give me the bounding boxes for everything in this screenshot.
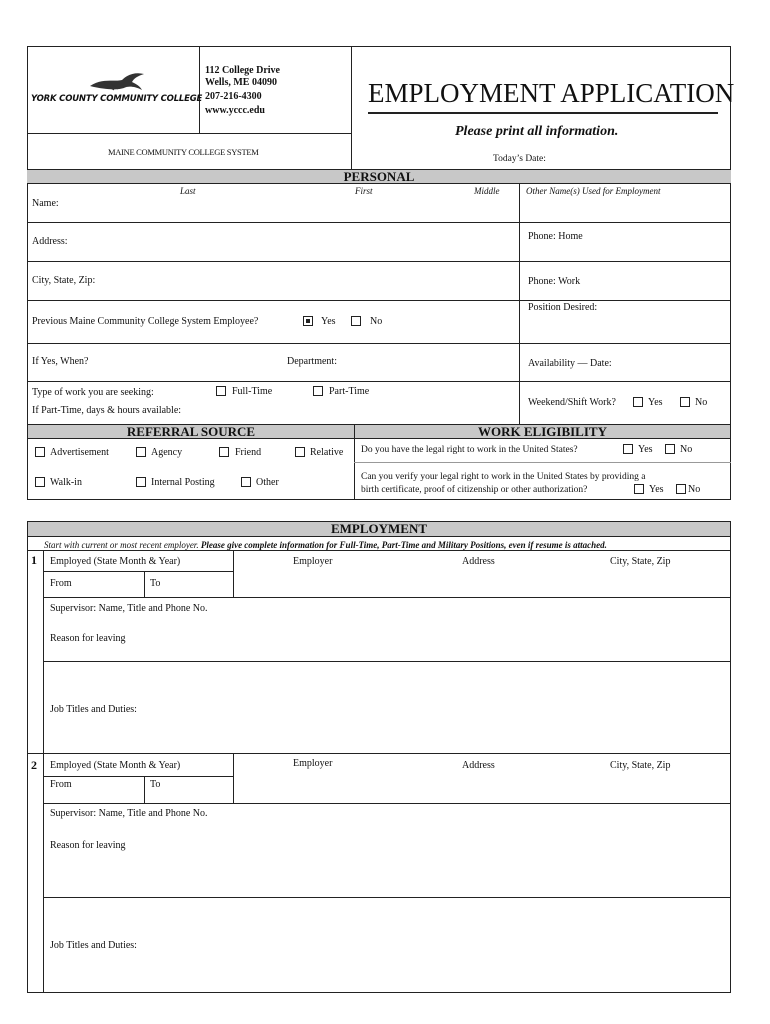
employment-heading: EMPLOYMENT xyxy=(27,521,731,537)
full-time-label: Full-Time xyxy=(232,386,273,397)
prev-employee-no-checkbox[interactable] xyxy=(351,316,361,326)
part-time-hours-label: If Part-Time, days & hours available: xyxy=(32,405,182,416)
referral-agency-checkbox[interactable] xyxy=(136,447,146,457)
prev-employee-label: Previous Maine Community College System Employee? xyxy=(32,316,259,327)
middle-label: Middle xyxy=(474,186,500,196)
header-box xyxy=(27,46,731,183)
employer-label: Employer xyxy=(293,758,333,769)
eligibility-q2-yes-label: Yes xyxy=(649,484,664,495)
part-time-label: Part-Time xyxy=(329,386,370,397)
reason-label: Reason for leaving xyxy=(50,633,126,644)
header-divider xyxy=(351,46,352,170)
name-label: Name: xyxy=(32,198,59,209)
phone-home-label: Phone: Home xyxy=(528,231,583,242)
if-yes-when-label: If Yes, When? xyxy=(32,356,89,367)
city-label: City, State, Zip: xyxy=(32,275,96,286)
referral-friend-checkbox[interactable] xyxy=(219,447,229,457)
other-names-label: Other Name(s) Used for Employment xyxy=(526,186,661,196)
full-time-checkbox[interactable] xyxy=(216,386,226,396)
address-line-2: Wells, ME 04090 xyxy=(205,77,277,88)
referral-relative-checkbox[interactable] xyxy=(295,447,305,457)
type-work-label: Type of work you are seeking: xyxy=(32,387,154,398)
prev-employee-no-label: No xyxy=(370,316,383,327)
position-desired-label: Position Desired: xyxy=(528,302,598,313)
eligibility-q1-no-checkbox[interactable] xyxy=(665,444,675,454)
to-label: To xyxy=(150,578,161,589)
last-label: Last xyxy=(180,186,196,196)
referral-relative-label: Relative xyxy=(310,447,344,458)
referral-advertisement-label: Advertisement xyxy=(50,447,109,458)
city-col-label: City, State, Zip xyxy=(610,760,671,771)
weekend-shift-label: Weekend/Shift Work? xyxy=(528,397,616,408)
college-website: www.yccc.edu xyxy=(205,105,265,116)
eligibility-heading: WORK ELIGIBILITY xyxy=(354,424,731,439)
duties-label: Job Titles and Duties: xyxy=(50,704,137,715)
employed-label: Employed (State Month & Year) xyxy=(50,556,181,567)
city-col-label: City, State, Zip xyxy=(610,556,671,567)
entry-number: 2 xyxy=(31,758,37,772)
eligibility-q1-yes-checkbox[interactable] xyxy=(623,444,633,454)
prev-employee-yes-checkbox[interactable] xyxy=(303,316,313,326)
address-label: Address: xyxy=(32,236,68,247)
system-name: MAINE COMMUNITY COLLEGE SYSTEM xyxy=(108,147,259,157)
weekend-yes-label: Yes xyxy=(648,397,663,408)
weekend-no-checkbox[interactable] xyxy=(680,397,690,407)
college-logo-icon xyxy=(84,68,154,94)
referral-advertisement-checkbox[interactable] xyxy=(35,447,45,457)
part-time-checkbox[interactable] xyxy=(313,386,323,396)
referral-heading: REFERRAL SOURCE xyxy=(27,424,355,439)
address-col-label: Address xyxy=(462,760,495,771)
employment-note-bold: Please give complete information for Full-Time, Part-Time and Military Positions, even if resume is attached. xyxy=(200,540,607,550)
college-name: YORK COUNTY COMMUNITY COLLEGE xyxy=(31,94,203,104)
supervisor-label: Supervisor: Name, Title and Phone No. xyxy=(50,808,208,819)
referral-friend-label: Friend xyxy=(235,447,262,458)
employer-label: Employer xyxy=(293,556,333,567)
referral-other-checkbox[interactable] xyxy=(241,477,251,487)
eligibility-q2-no-checkbox[interactable] xyxy=(676,484,686,494)
referral-internal-posting-label: Internal Posting xyxy=(151,477,215,488)
personal-heading: PERSONAL xyxy=(27,169,731,184)
phone-work-label: Phone: Work xyxy=(528,276,581,287)
from-label: From xyxy=(50,779,72,790)
eligibility-q1-yes-label: Yes xyxy=(638,444,653,455)
duties-label: Job Titles and Duties: xyxy=(50,940,137,951)
weekend-yes-checkbox[interactable] xyxy=(633,397,643,407)
employment-note-italic: Start with current or most recent employer. xyxy=(44,540,199,550)
employed-label: Employed (State Month & Year) xyxy=(50,760,181,771)
eligibility-q1-no-label: No xyxy=(680,444,693,455)
eligibility-q2-line1: Can you verify your legal right to work in the United States by providing a xyxy=(361,472,646,482)
prev-employee-yes-label: Yes xyxy=(321,316,336,327)
supervisor-label: Supervisor: Name, Title and Phone No. xyxy=(50,603,208,614)
from-label: From xyxy=(50,578,72,589)
reason-label: Reason for leaving xyxy=(50,840,126,851)
referral-walk-in-label: Walk-in xyxy=(50,477,82,488)
referral-agency-label: Agency xyxy=(151,447,183,458)
eligibility-q2-line2: birth certificate, proof of citizenship or other authorization? xyxy=(361,485,588,495)
page-title: EMPLOYMENT APPLICATION xyxy=(368,78,735,108)
weekend-no-label: No xyxy=(695,397,708,408)
to-label: To xyxy=(150,779,161,790)
referral-walk-in-checkbox[interactable] xyxy=(35,477,45,487)
address-line-1: 112 College Drive xyxy=(205,65,280,76)
referral-internal-posting-checkbox[interactable] xyxy=(136,477,146,487)
eligibility-q2-yes-checkbox[interactable] xyxy=(634,484,644,494)
todays-date-label: Today’s Date: xyxy=(493,154,546,164)
instructions: Please print all information. xyxy=(455,124,619,139)
college-phone: 207-216-4300 xyxy=(205,91,262,102)
address-col-label: Address xyxy=(462,556,495,567)
eligibility-q2-no-label: No xyxy=(688,484,701,495)
eligibility-q1-label: Do you have the legal right to work in the United States? xyxy=(361,445,578,455)
entry-number: 1 xyxy=(31,553,37,567)
availability-label: Availability — Date: xyxy=(528,358,612,369)
first-label: First xyxy=(355,186,373,196)
department-label: Department: xyxy=(287,356,337,367)
referral-other-label: Other xyxy=(256,477,279,488)
